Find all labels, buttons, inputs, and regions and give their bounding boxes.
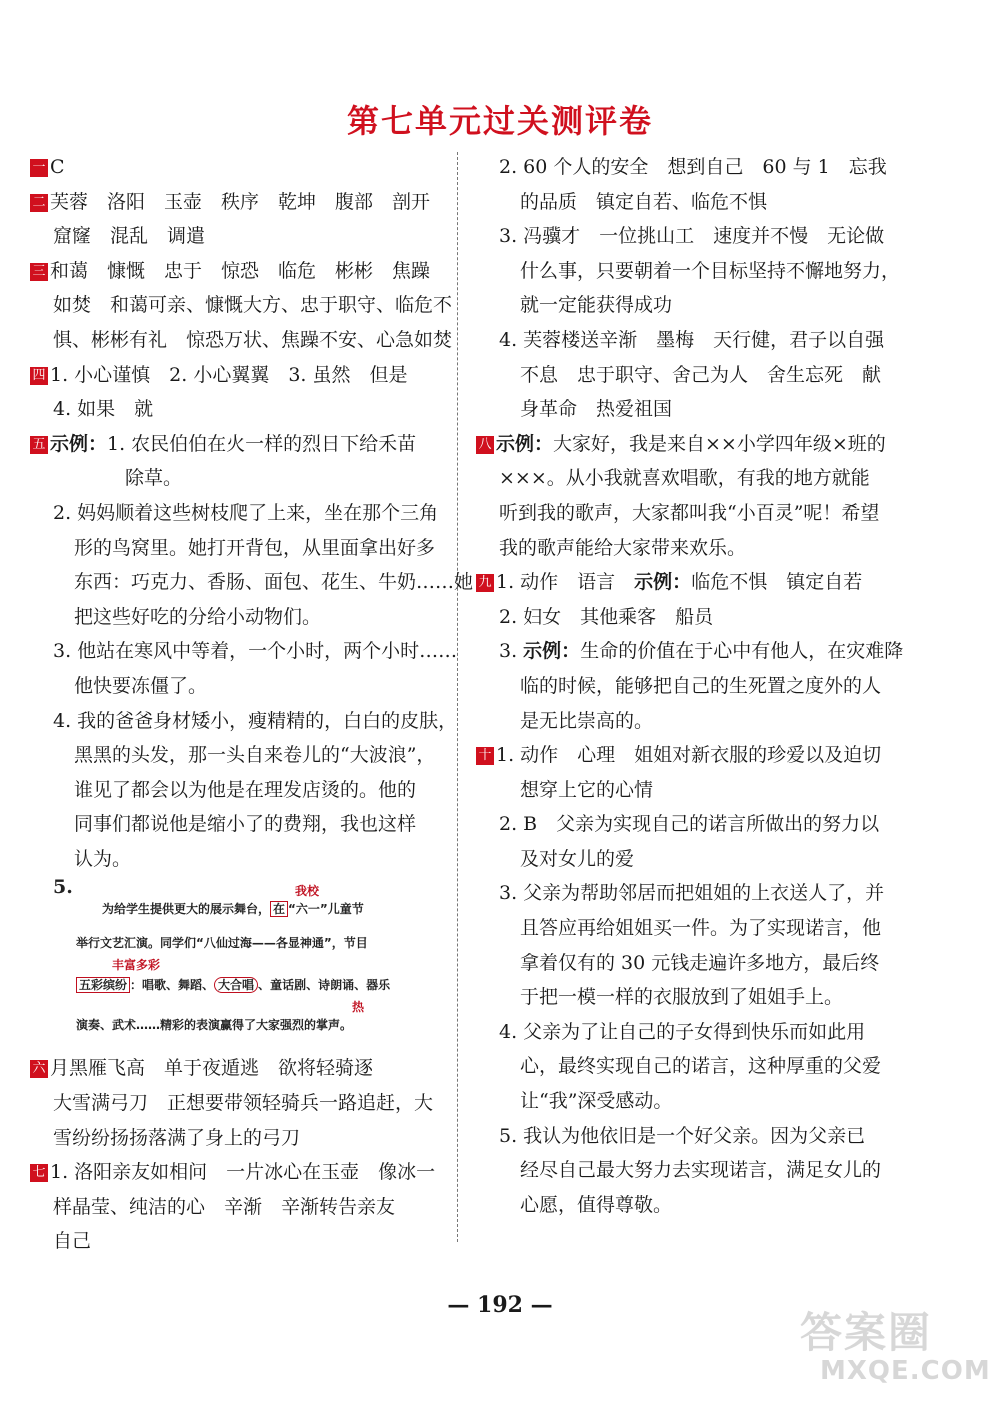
answer-line: 心，最终实现自己的诺言，这种厚重的父爱 — [520, 1055, 882, 1078]
answer-line: 大雪满弓刀 正想要带领轻骑兵一路追赶，大 — [53, 1092, 434, 1115]
insertion-mark: 热 — [352, 1000, 365, 1015]
answer-line: 让“我”深受感动。 — [520, 1090, 673, 1113]
answer-line: 我的歌声能给大家带来欢乐。 — [499, 536, 747, 559]
item-number: 5. — [53, 876, 73, 899]
answer-line: 心愿，值得尊敬。 — [520, 1193, 673, 1216]
answer-line: 把这些好吃的分给小动物们。 — [74, 605, 322, 628]
answer-line: 雪纷纷扬扬落满了身上的弓刀 — [53, 1126, 301, 1149]
proof-line-1: 为给学生提供更大的展示舞台， 在 “六一”儿童节 — [102, 902, 364, 917]
answer-line: 窟窿 混乱 调遣 — [53, 225, 206, 248]
answer-line: 什么事，只要朝着一个目标坚持不懈地努力， — [520, 259, 901, 282]
answer-line: 4. 芙蓉楼送辛渐 墨梅 天行健，君子以自强 — [499, 328, 885, 351]
answer-line: 除草。 — [125, 467, 183, 490]
section-marker: 七 — [30, 1164, 48, 1182]
answer-line: 五 示例：1. 农民伯伯在火一样的烈日下给禾苗 — [30, 427, 450, 462]
section-marker: 九 — [476, 574, 494, 592]
answer-line: 听到我的歌声，大家都叫我“小百灵”呢！希望 — [499, 501, 880, 524]
section-marker: 八 — [476, 436, 494, 454]
answer-line: 4. 如果 就 — [53, 398, 154, 421]
answer-line: 一 C — [30, 150, 450, 185]
answer-line: 想穿上它的心情 — [520, 778, 654, 801]
answer-line: 的品质 镇定自若、临危不惧 — [520, 190, 768, 213]
answer-line: 就一定能获得成功 — [520, 294, 673, 317]
answer-line: 谁见了都会以为他是在理发店烫的。他的 — [74, 778, 417, 801]
answer-line: 临的时候，能够把自己的生死置之度外的人 — [520, 674, 882, 697]
answer-line: 六 月黑雁飞高 单于夜遁逃 欲将轻骑逐 — [30, 1051, 450, 1086]
section-marker: 五 — [30, 436, 48, 454]
insertion-mark: 我校 — [295, 884, 320, 899]
answer-line: 是无比崇高的。 — [520, 709, 654, 732]
answer-line: 2. 60 个人的安全 想到自己 60 与 1 忘我 — [499, 156, 887, 178]
answer-line: 认为。 — [74, 847, 132, 870]
answer-line: 4. 父亲为了让自己的子女得到快乐而如此用 — [499, 1020, 866, 1043]
section-marker: 十 — [476, 747, 494, 765]
answer-line: 2. 妈妈顺着这些树枝爬了上来，坐在那个三角 — [53, 501, 439, 524]
answer-line: 十 1. 动作 心理 姐姐对新衣服的珍爱以及迫切 — [476, 738, 956, 773]
answer-line: 3. 示例：生命的价值在于心中有他人，在灾难降 — [499, 640, 904, 663]
answer-line: 样晶莹、纯洁的心 辛渐 辛渐转告亲友 — [53, 1195, 396, 1218]
insertion-mark: 丰富多彩 — [112, 958, 161, 973]
section-marker: 六 — [30, 1060, 48, 1078]
answer-line: 2. 妇女 其他乘客 船员 — [499, 605, 714, 628]
page-title: 第七单元过关测评卷 — [346, 102, 653, 140]
section-marker: 二 — [30, 194, 48, 212]
answer-line: 5. 我认为他依旧是一个好父亲。因为父亲已 — [499, 1124, 866, 1147]
answer-line: 且答应再给姐姐买一件。为了实现诺言，他 — [520, 917, 882, 940]
answer-line: 东西：巧克力、香肠、面包、花生、牛奶……她 — [74, 571, 474, 594]
answer-line: 四 1. 小心谨慎 2. 小心翼翼 3. 虽然 但是 — [30, 358, 450, 393]
answer-line: 经尽自己最大努力去实现诺言，满足女儿的 — [520, 1159, 882, 1182]
answer-line: 2. B 父亲为实现自己的诺言所做出的努力以 — [499, 813, 880, 836]
answer-line: 同事们都说他是缩小了的费翔，我也这样 — [74, 813, 417, 836]
proof-line-4: 演奏、武术……精彩的表演赢得了大家强烈的掌声。 — [76, 1018, 353, 1033]
answer-line: 于把一模一样的衣服放到了姐姐手上。 — [520, 986, 844, 1009]
answer-line: 4. 我的爸爸身材矮小，瘦精精的，白白的皮肤， — [53, 709, 458, 732]
answer-line: 七 1. 洛阳亲友如相问 一片冰心在玉壶 像冰一 — [30, 1155, 450, 1190]
answer-line: 3. 冯骥才 一位挑山工 速度并不慢 无论做 — [499, 225, 885, 248]
answer-line: ×××。从小我就喜欢唱歌，有我的地方就能 — [499, 467, 870, 490]
answer-line: 身革命 热爱祖国 — [520, 398, 673, 421]
answer-line: 二 芙蓉 洛阳 玉壶 秩序 乾坤 腹部 剖开 — [30, 185, 450, 220]
watermark-logo: 答案圈 MXQE.COM — [800, 1308, 991, 1386]
answer-line: 惧、彬彬有礼 惊恐万状、焦躁不安、心急如焚 — [53, 328, 453, 351]
answer-line: 不息 忠于职守、舍己为人 舍生忘死 献 — [520, 363, 882, 386]
answer-line: 及对女儿的爱 — [520, 847, 635, 870]
answer-line: 如焚 和蔼可亲、慷慨大方、忠于职守、临危不 — [53, 294, 453, 317]
proof-line-3: 五彩缤纷 ：唱歌、舞蹈、 大合唱 、童话剧、诗朗诵、器乐 — [76, 976, 390, 993]
proofreading-figure — [30, 876, 450, 1051]
column-divider — [457, 152, 458, 1242]
answer-line: 他快要冻僵了。 — [74, 674, 208, 697]
answer-line: 八 示例：大家好，我是来自××小学四年级×班的 — [476, 427, 956, 462]
section-marker: 四 — [30, 367, 48, 385]
page-number: — 192 — — [447, 1292, 553, 1318]
answer-line: 三 和蔼 慷慨 忠于 惊恐 临危 彬彬 焦躁 — [30, 254, 450, 289]
left-column — [30, 150, 474, 1259]
answer-line: 拿着仅有的 30 元钱走遍许多地方，最后终 — [520, 951, 880, 974]
answer-line: 形的鸟窝里。她打开背包，从里面拿出好多 — [74, 536, 436, 559]
answer-line: 3. 父亲为帮助邻居而把姐姐的上衣送人了，并 — [499, 882, 885, 905]
section-marker: 一 — [30, 159, 48, 177]
right-column — [476, 150, 956, 1222]
answer-line: 自己 — [53, 1230, 92, 1253]
answer-line: 九 1. 动作 语言 示例：临危不惧 镇定自若 — [476, 565, 956, 600]
proof-line-2: 举行文艺汇演。同学们“八仙过海——各显神通”，节目 — [76, 936, 368, 951]
section-marker: 三 — [30, 263, 48, 281]
answer-line: 3. 他站在寒风中等着，一个小时，两个小时…… — [53, 640, 458, 663]
answer-line: 黑黑的头发，那一头自来卷儿的“大波浪”， — [74, 744, 436, 767]
